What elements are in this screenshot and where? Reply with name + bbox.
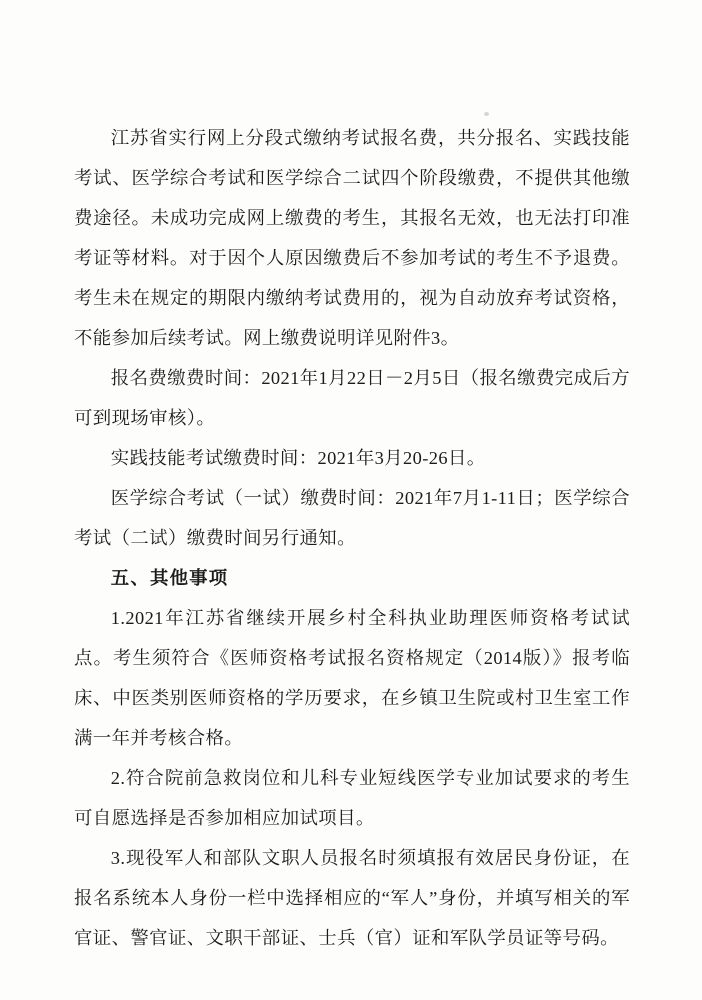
paragraph-comprehensive-fee-time: 医学综合考试（一试）缴费时间：2021年7月1-11日；医学综合考试（二试）缴费时间另行通知。 [74,488,630,548]
document-body [74,118,630,958]
paragraph-practical-skill-fee-time: 实践技能考试缴费时间：2021年3月20-26日。 [110,448,486,468]
paragraph-registration-fee-time: 报名费缴费时间：2021年1月22日－2月5日（报名缴费完成后方可到现场审核）。 [74,368,630,428]
scan-speck [484,112,489,116]
paragraph-item-3: 3.现役军人和部队文职人员报名时须填报有效居民身份证，在报名系统本人身份一栏中选择相应的“军人”身份，并填写相关的军官证、警官证、文职干部证、士兵（官）证和军队学员证等号码。 [74,848,630,948]
section-heading-other-matters: 五、其他事项 [110,568,229,588]
paragraph-item-1: 1.2021年江苏省继续开展乡村全科执业助理医师资格考试试点。考生须符合《医师资格考试报名资格规定（2014版）》报考临床、中医类别医师资格的学历要求，在乡镇卫生院或村卫生室工作满一年并考核合格。 [74,608,630,748]
paragraph-item-2: 2.符合院前急救岗位和儿科专业短线医学专业加试要求的考生可自愿选择是否参加相应加试项目。 [74,768,630,828]
paragraph-payment-overview: 江苏省实行网上分段式缴纳考试报名费，共分报名、实践技能考试、医学综合考试和医学综合二试四个阶段缴费，不提供其他缴费途径。未成功完成网上缴费的考生，其报名无效，也无法打印准考证等材料。对于因个人原因缴费后不参加考试的考生不予退费。考生未在规定的期限内缴纳考试费用的，视为自动放弃考试资格，不能参加后续考试。网上缴费说明详见附件3。 [74,128,630,348]
